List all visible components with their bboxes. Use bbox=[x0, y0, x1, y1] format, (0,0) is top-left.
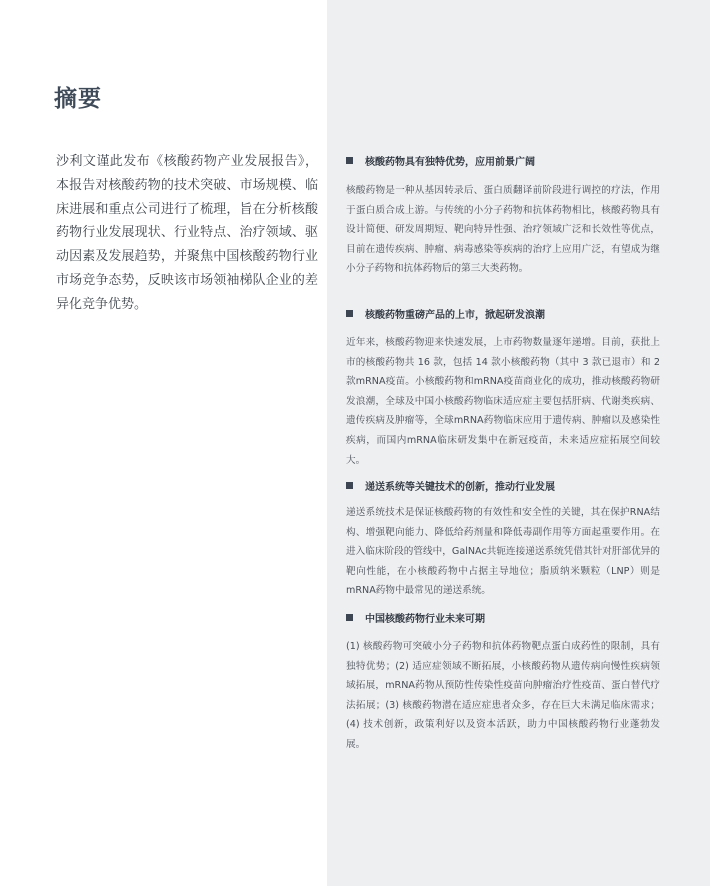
section-body: 核酸药物是一种从基因转录后、蛋白质翻译前阶段进行调控的疗法，作用于蛋白质合成上游。与传统的小分子药物和抗体药物相比，核酸药物具有设计简便、研发周期短、靶向特异性强、治疗领域广泛和长效性等优点，目前在遗传疾病、肿瘤、病毒感染等疾病的治疗上应用广泛，有望成为继小分子药物和抗体药物后的第三大类药物。 bbox=[346, 185, 660, 275]
intro-paragraph: 沙利文谨此发布《核酸药物产业发展报告》，本报告对核酸药物的技术突破、市场规模、临床进展和重点公司进行了梳理，旨在分析核酸药物行业发展现状、行业特点、治疗领域、驱动因素及发展趋势，并聚焦中国核酸药物行业市场竞争态势，反映该市场领袖梯队企业的差异化竞争优势。 bbox=[56, 154, 318, 312]
page-title: 摘要 bbox=[54, 86, 102, 112]
square-bullet-icon bbox=[346, 310, 353, 317]
section-body: 近年来，核酸药物迎来快速发展，上市药物数量逐年递增。目前，获批上市的核酸药物共 16 款，包括 14 款小核酸药物（其中 3 款已退市）和 2 款mRNA疫苗。小核酸药物和mRNA疫苗商业化的成功，推动核酸药物研发浪潮，全球及中国小核酸药物临床适应症主要包括肝病、代谢类疾病、遗传疾病及肿瘤等，全球mRNA药物临床应用于遗传病、肿瘤以及感染性疾病，而国内mRNA临床研发集中在新冠疫苗，未来适应症拓展空间较大。 bbox=[346, 337, 660, 466]
section-heading bbox=[346, 478, 660, 493]
section-heading-text: 中国核酸药物行业未来可期 bbox=[365, 614, 485, 625]
section-body: 递送系统技术是保证核酸药物的有效性和安全性的关键，其在保护RNA结构、增强靶向能力、降低给药剂量和降低毒副作用等方面起重要作用。在进入临床阶段的管线中，GalNAc共轭连接递送系统凭借其针对肝部优异的靶向性能，在小核酸药物中占据主导地位；脂质纳米颗粒（LNP）则是mRNA药物中最常见的递送系统。 bbox=[346, 507, 660, 597]
section-heading bbox=[346, 610, 660, 625]
section-heading-text: 核酸药物重磅产品的上市，掀起研发浪潮 bbox=[365, 310, 545, 321]
square-bullet-icon bbox=[346, 482, 353, 489]
section-heading-text: 递送系统等关键技术的创新，推动行业发展 bbox=[365, 482, 555, 493]
section-heading bbox=[346, 306, 660, 321]
square-bullet-icon bbox=[346, 614, 353, 621]
section-heading bbox=[346, 153, 660, 168]
section-body: (1) 核酸药物可突破小分子药物和抗体药物靶点蛋白成药性的限制，具有独特优势；(2) 适应症领域不断拓展，小核酸药物从遗传病向慢性疾病领域拓展，mRNA药物从预防性传染性疫苗向肿瘤治疗性疫苗、蛋白替代疗法拓展；(3) 核酸药物潜在适应症患者众多，存在巨大未满足临床需求；(4) 技术创新，政策利好以及资本活跃，助力中国核酸药物行业蓬勃发展。 bbox=[346, 641, 660, 750]
section-heading-text: 核酸药物具有独特优势，应用前景广阔 bbox=[365, 157, 535, 168]
square-bullet-icon bbox=[346, 157, 353, 164]
